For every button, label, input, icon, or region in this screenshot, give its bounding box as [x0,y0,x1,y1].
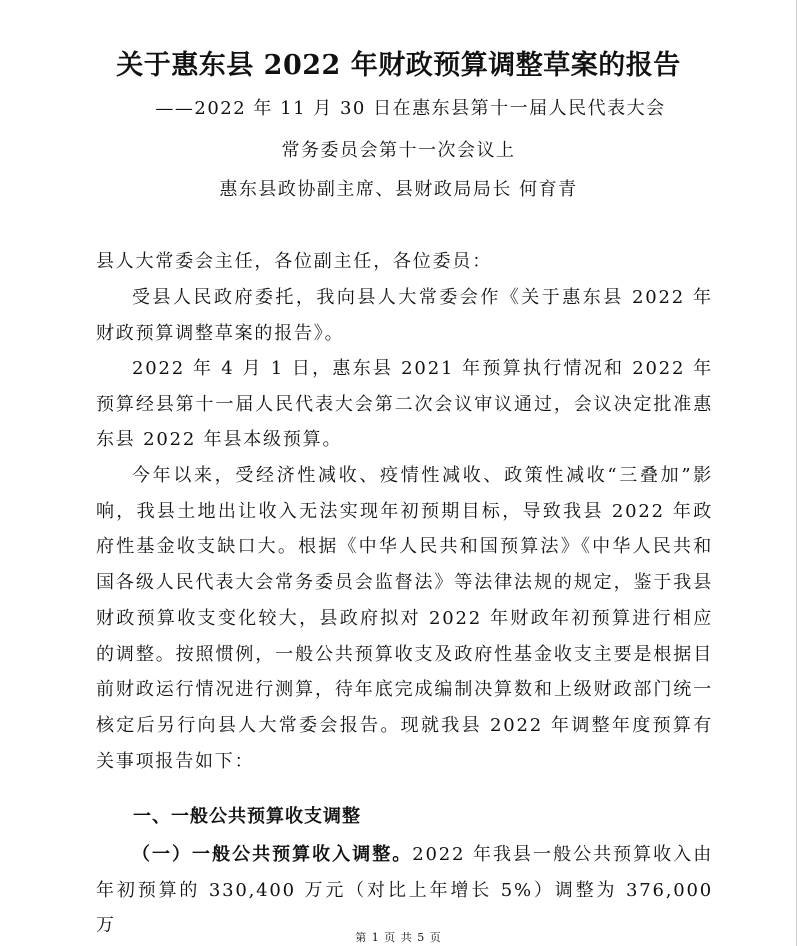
document-title: 关于惠东县 2022 年财政预算调整草案的报告 [116,50,681,81]
subsection-text: 2022 年我县一般公共预算收入由年初预算的 330,400 万元（对比上年增长 5%）调整为 376,000 万 [96,844,713,937]
subtitle-meeting-date: ——2022 年 11 月 30 日在惠东县第十一届人民代表大会 [155,98,666,119]
paragraph-intro: 受县人民政府委托，我向县人大常委会作《关于惠东县 2022 年财政预算调整草案的报告》。 [96,287,713,344]
subtitle-meeting-name: 常务委员会第十一次会议上 [281,140,516,161]
paragraph-budget-approval: 2022 年 4 月 1 日，惠东县 2021 年预算执行情况和 2022 年预算经县第十一届人民代表大会第二次会议审议通过，会议决定批准惠东县 2022 年县本级预算。 [96,358,713,451]
salutation: 县人大常委会主任，各位副主任，各位委员： [96,251,492,272]
paragraph-revenue-adjustment [96,837,713,944]
subsection-lead: （一）一般公共预算收入调整。 [132,844,413,865]
paragraph-adjustment-reason: 今年以来，受经济性减收、疫情性减收、政策性减收“三叠加”影响，我县土地出让收入无法实现年初预期目标，导致我县 2022 年政府性基金收支缺口大。根据《中华人民共和国预算法》《中华人民共和国各级人民代表大会常务委员会监督法》等法律法规的规定，鉴于我县财政预算收支变化较大，县政府拟对 2022 年财政年初预算进行相应的调整。按照惯例，一般公共预算收支及政府性基金收支主要是根据目前财政运行情况进行测算，待年底完成编制决算数和上级财政部门统一核定后另行向县人大常委会报告。现就我县 2022 年调整年度预算有关事项报告如下： [96,465,713,772]
subtitle-speaker: 惠东县政协副主席、县财政局局长 何育青 [219,179,578,200]
page-footer: 第 1 页 共 5 页 [355,931,442,944]
section-heading: 一、一般公共预算收支调整 [133,806,361,827]
